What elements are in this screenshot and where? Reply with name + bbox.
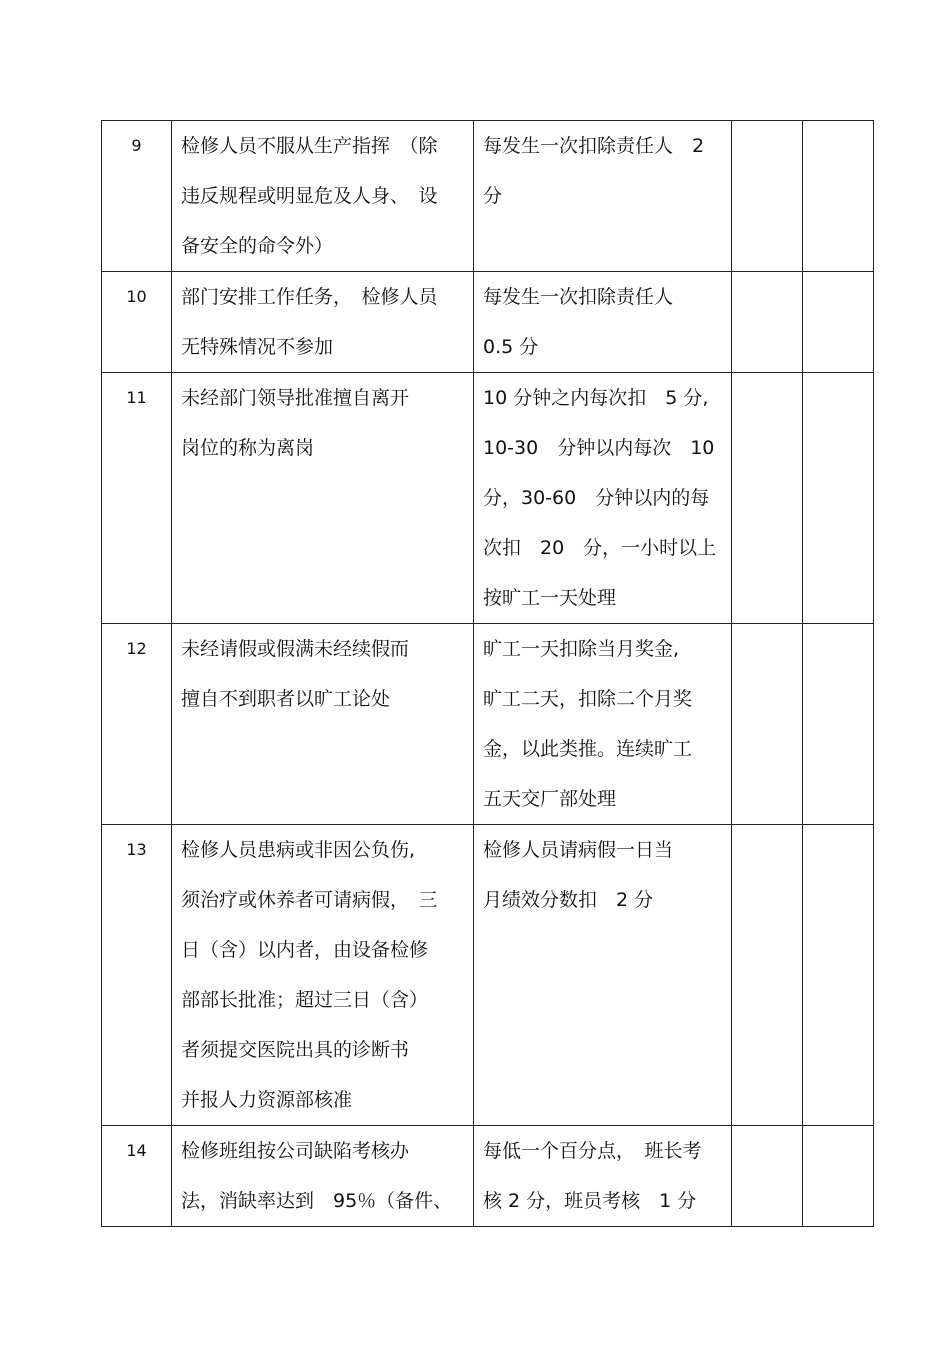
empty-cell <box>803 272 874 373</box>
table-row <box>102 624 874 825</box>
rule-line: 次扣 20 分，一小时以上 <box>483 537 717 559</box>
table-row <box>102 373 874 624</box>
item-line: 部门安排工作任务， 检修人员 <box>181 286 438 308</box>
rule-line: 五天交厂部处理 <box>483 788 617 810</box>
row-number: 13 <box>102 825 172 1126</box>
empty-cell <box>803 825 874 1126</box>
item-line: 法，消缺率达到 95％（备件、 <box>181 1190 453 1212</box>
rule-line: 旷工一天扣除当月奖金, <box>483 638 680 660</box>
empty-cell <box>732 624 803 825</box>
empty-cell <box>732 1126 803 1227</box>
deduction-rule <box>474 121 732 272</box>
item-line: 者须提交医院出具的诊断书 <box>181 1039 410 1061</box>
assessment-table <box>101 120 874 1227</box>
rule-line: 每发生一次扣除责任人 2 <box>483 135 705 157</box>
rule-line: 按旷工一天处理 <box>483 587 617 609</box>
item-line: 检修人员不服从生产指挥 （除 <box>181 135 438 157</box>
row-number: 11 <box>102 373 172 624</box>
item-description <box>172 272 474 373</box>
empty-cell <box>732 272 803 373</box>
empty-cell <box>732 825 803 1126</box>
row-number: 14 <box>102 1126 172 1227</box>
item-description <box>172 1126 474 1227</box>
table-row <box>102 825 874 1126</box>
rule-line: 每发生一次扣除责任人 <box>483 286 674 308</box>
deduction-rule <box>474 1126 732 1227</box>
deduction-rule <box>474 825 732 1126</box>
table-row <box>102 1126 874 1227</box>
row-number: 10 <box>102 272 172 373</box>
empty-cell <box>803 1126 874 1227</box>
rule-line: 月绩效分数扣 2 分 <box>483 889 654 911</box>
item-line: 无特殊情况不参加 <box>181 336 334 358</box>
deduction-rule <box>474 272 732 373</box>
item-line: 岗位的称为离岗 <box>181 437 315 459</box>
empty-cell <box>803 121 874 272</box>
deduction-rule <box>474 624 732 825</box>
row-number: 9 <box>102 121 172 272</box>
item-line: 检修班组按公司缺陷考核办 <box>181 1140 410 1162</box>
item-line: 未经请假或假满未经续假而 <box>181 638 410 660</box>
empty-cell <box>803 373 874 624</box>
empty-cell <box>803 624 874 825</box>
item-line: 检修人员患病或非因公负伤, <box>181 839 416 861</box>
item-line: 须治疗或休养者可请病假， 三 <box>181 889 438 911</box>
empty-cell <box>732 373 803 624</box>
item-line: 擅自不到职者以旷工论处 <box>181 688 391 710</box>
rule-line: 10-30 分钟以内每次 10 <box>483 437 715 459</box>
rule-line: 10 分钟之内每次扣 5 分, <box>483 387 709 409</box>
rule-line: 分 <box>483 185 503 207</box>
item-line: 未经部门领导批准擅自离开 <box>181 387 410 409</box>
item-description <box>172 825 474 1126</box>
rule-line: 金，以此类推。连续旷工 <box>483 738 693 760</box>
rule-line: 核 2 分，班员考核 1 分 <box>483 1190 697 1212</box>
table-row <box>102 272 874 373</box>
rule-line: 0.5 分 <box>483 336 539 358</box>
row-number: 12 <box>102 624 172 825</box>
empty-cell <box>732 121 803 272</box>
item-line: 备安全的命令外） <box>181 235 334 257</box>
item-description <box>172 624 474 825</box>
item-line: 违反规程或明显危及人身、 设 <box>181 185 438 207</box>
item-line: 部部长批准；超过三日（含） <box>181 989 429 1011</box>
rule-line: 每低一个百分点， 班长考 <box>483 1140 702 1162</box>
deduction-rule <box>474 373 732 624</box>
table-row <box>102 121 874 272</box>
item-description <box>172 121 474 272</box>
assessment-table-page <box>101 120 873 1227</box>
rule-line: 分，30-60 分钟以内的每 <box>483 487 710 509</box>
item-line: 日（含）以内者，由设备检修 <box>181 939 429 961</box>
item-line: 并报人力资源部核准 <box>181 1089 353 1111</box>
rule-line: 旷工二天，扣除二个月奖 <box>483 688 693 710</box>
rule-line: 检修人员请病假一日当 <box>483 839 674 861</box>
item-description <box>172 373 474 624</box>
